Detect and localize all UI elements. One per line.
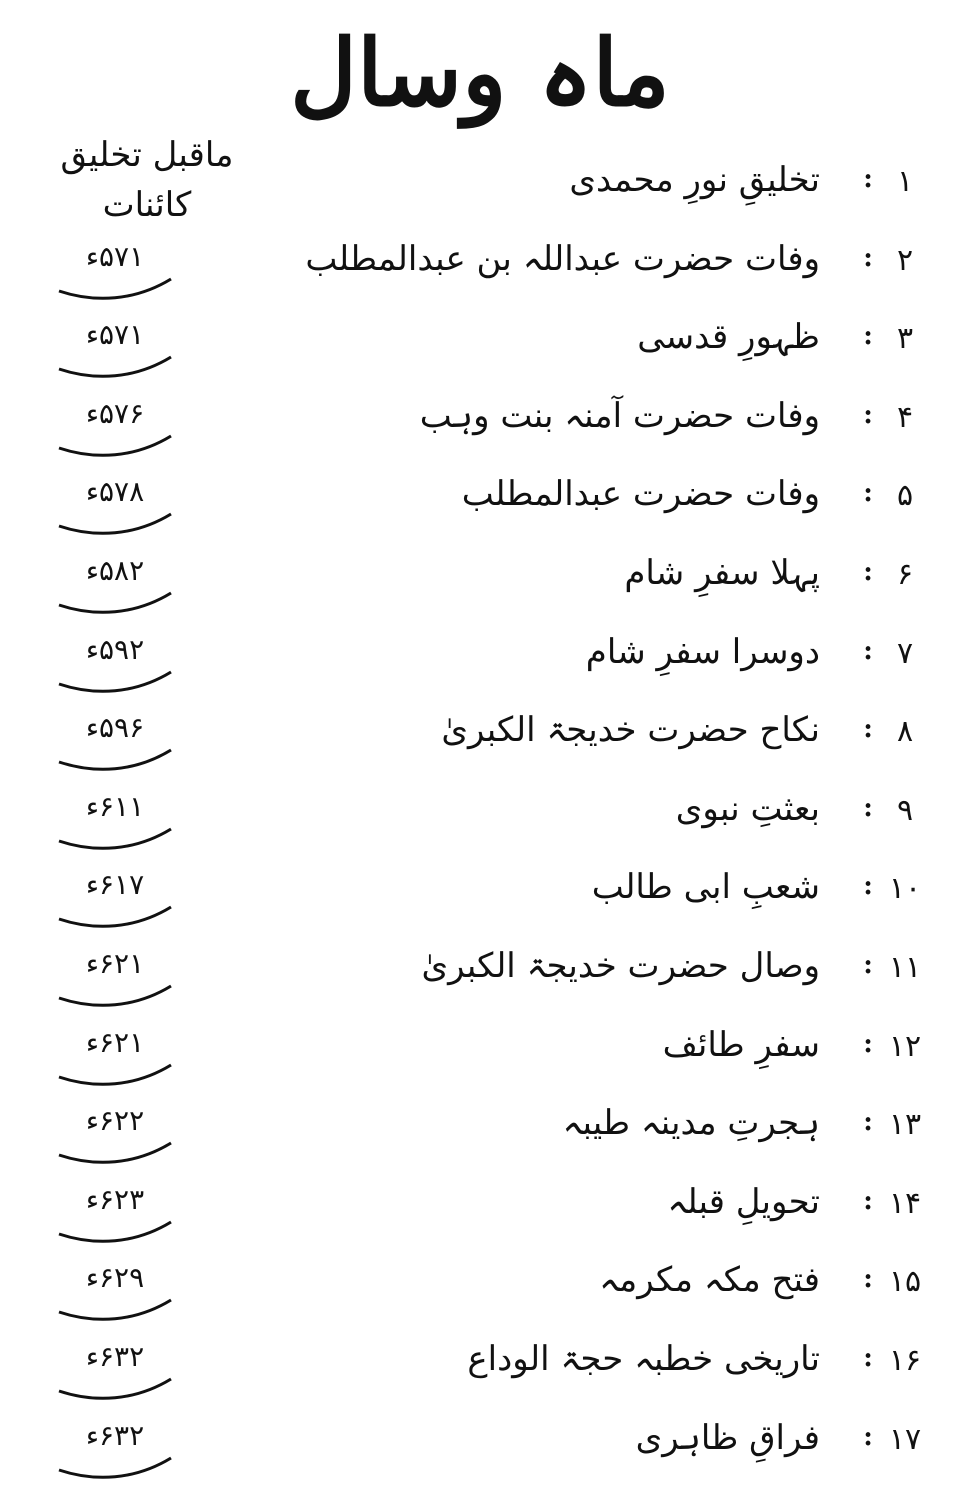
row-number: ۵	[896, 478, 914, 514]
year-swash-mark	[55, 273, 175, 303]
timeline-row-8	[0, 700, 960, 779]
year-swash-mark	[55, 1059, 175, 1089]
year-swash-mark	[55, 823, 175, 853]
row-separator: :	[863, 949, 873, 980]
timeline-row-2	[0, 229, 960, 308]
row-number: ۱۳	[888, 1107, 922, 1143]
row-number: ۹	[896, 792, 914, 828]
row-number: ۱۶	[888, 1342, 922, 1378]
row-year: ۶۳۲ء	[85, 1418, 145, 1452]
year-swash-mark	[55, 1294, 175, 1324]
row-event: پہلا سفرِ شام	[624, 552, 820, 593]
row-event: نکاح حضرت خدیجۃ الکبریٰ	[441, 710, 820, 751]
row-separator: :	[863, 871, 873, 902]
row-year: ۵۹۶ء	[85, 711, 145, 745]
timeline-row-5	[0, 464, 960, 543]
row-separator: :	[863, 1107, 873, 1138]
timeline-row-13	[0, 1093, 960, 1172]
timeline-row-4	[0, 386, 960, 465]
row-number: ۴	[896, 399, 914, 435]
timeline-row-17	[0, 1408, 960, 1487]
row-number: ۱۴	[888, 1185, 922, 1221]
row-event: بعثتِ نبوی	[675, 788, 820, 829]
row-event: تخلیقِ نورِ محمدی	[569, 160, 820, 200]
row-separator: :	[863, 1342, 873, 1373]
row-event: وفات حضرت آمنہ بنت وہب	[419, 395, 820, 436]
timeline-row-9	[0, 779, 960, 858]
timeline-list	[0, 150, 960, 1486]
row-event: وفات حضرت عبداللہ بن عبدالمطلب	[305, 238, 820, 279]
row-separator: :	[863, 1028, 873, 1059]
row-separator: :	[863, 792, 873, 823]
row-event: دوسرا سفرِ شام	[585, 631, 820, 672]
row-event: تاریخی خطبہ حجۃ الوداع	[467, 1338, 820, 1379]
year-swash-mark	[55, 980, 175, 1010]
row-year: ۵۷۶ء	[85, 396, 145, 430]
year-swash-mark	[55, 430, 175, 460]
row-year: ۶۲۱ء	[85, 1025, 145, 1059]
year-swash-mark	[55, 1373, 175, 1403]
row-number: ۶	[896, 556, 914, 592]
year-swash-mark	[55, 1137, 175, 1167]
year-swash-mark	[55, 1216, 175, 1246]
row-number: ۲	[896, 242, 914, 278]
row-year: ۵۷۸ء	[85, 475, 145, 509]
row-event: تحویلِ قبلہ	[667, 1181, 820, 1222]
row-separator: :	[863, 242, 873, 273]
year-swash-mark	[55, 1452, 175, 1482]
row-event: ظہورِ قدسی	[637, 317, 820, 358]
timeline-row-16	[0, 1329, 960, 1408]
row-event: فتح مکہ مکرمہ	[599, 1260, 820, 1301]
row-number: ۱	[896, 164, 914, 199]
row-year: ۵۷۱ء	[85, 239, 145, 273]
row-separator: :	[863, 1185, 873, 1216]
row-year: ۶۲۲ء	[85, 1104, 145, 1138]
year-column-header: ماقبل تخلیق کائنات	[60, 135, 234, 225]
row-number: ۷	[896, 635, 914, 671]
year-swash-mark	[55, 666, 175, 696]
row-event: وصال حضرت خدیجۃ الکبریٰ	[421, 945, 820, 986]
row-number: ۱۵	[888, 1264, 922, 1300]
row-year: ۶۳۲ء	[85, 1339, 145, 1373]
row-number: ۱۰	[888, 871, 922, 907]
timeline-row-10	[0, 857, 960, 936]
row-number: ۳	[896, 321, 914, 357]
row-year: ۶۲۱ء	[85, 946, 145, 980]
row-year: ۵۷۱ء	[85, 318, 145, 352]
timeline-row-6	[0, 543, 960, 622]
row-event: ہجرتِ مدینہ طیبہ	[562, 1103, 820, 1144]
row-separator: :	[863, 714, 873, 745]
timeline-row-3	[0, 307, 960, 386]
year-swash-mark	[55, 587, 175, 617]
row-separator: :	[863, 478, 873, 509]
timeline-row-1	[0, 150, 960, 229]
timeline-row-12	[0, 1015, 960, 1094]
page-title: ماہ وسال	[290, 19, 670, 127]
timeline-row-15	[0, 1250, 960, 1329]
row-separator: :	[863, 1421, 873, 1452]
row-separator: :	[863, 321, 873, 352]
row-event: وفات حضرت عبدالمطلب	[461, 474, 820, 515]
row-separator: :	[863, 399, 873, 430]
year-swash-mark	[55, 744, 175, 774]
timeline-row-14	[0, 1172, 960, 1251]
row-year: ۶۲۹ء	[85, 1261, 145, 1295]
row-number: ۱۲	[888, 1028, 922, 1064]
year-swash-mark	[55, 351, 175, 381]
year-swash-mark	[55, 901, 175, 931]
row-number: ۱۷	[888, 1421, 922, 1457]
row-number: ۱۱	[888, 949, 922, 985]
row-year: ۶۱۷ء	[85, 868, 145, 902]
row-year: ۶۱۱ء	[85, 789, 145, 823]
row-event: شعبِ ابی طالب	[591, 867, 820, 908]
row-separator: :	[863, 164, 873, 194]
row-separator: :	[863, 1264, 873, 1295]
row-year: ۵۹۲ء	[85, 632, 145, 666]
row-separator: :	[863, 556, 873, 587]
timeline-row-11	[0, 936, 960, 1015]
row-event: سفرِ طائف	[662, 1024, 820, 1065]
row-year: ۵۸۲ء	[85, 553, 145, 587]
row-event: فراقِ ظاہری	[635, 1417, 820, 1458]
timeline-row-7	[0, 622, 960, 701]
row-year: ۶۲۳ء	[85, 1182, 145, 1216]
row-separator: :	[863, 635, 873, 666]
year-swash-mark	[55, 508, 175, 538]
row-number: ۸	[896, 714, 914, 750]
